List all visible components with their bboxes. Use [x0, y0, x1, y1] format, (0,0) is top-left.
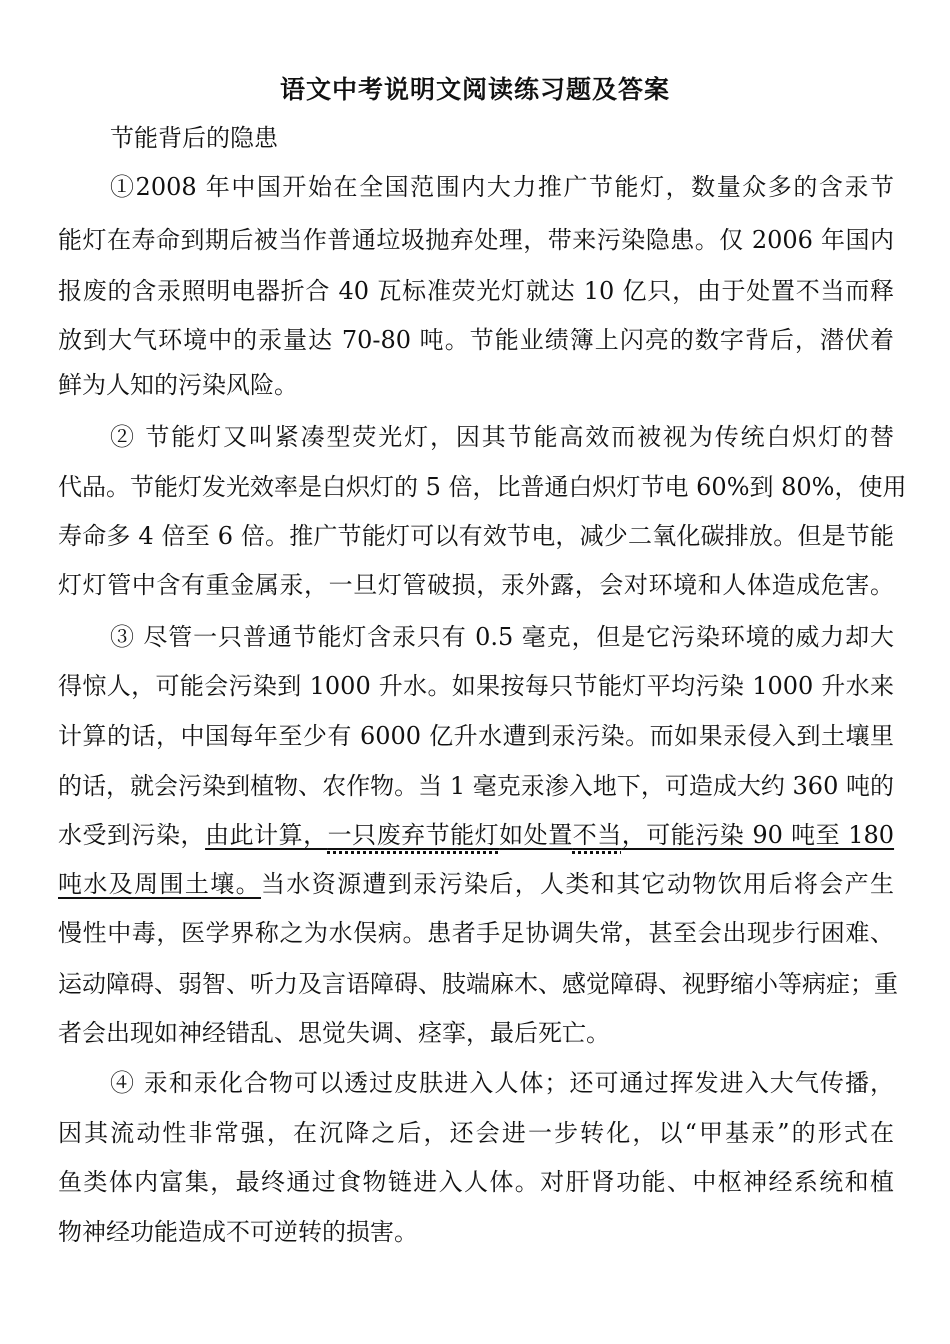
paragraph-4-line: 物神经功能造成不可逆转的损害。 [58, 1218, 418, 1246]
underlined-sentence: 由此计算，一只废弃节能灯如处置不当，可能污染 90 吨至 180 [205, 821, 895, 849]
paragraph-2-line: 灯灯管中含有重金属汞，一旦灯管破损，汞外露，会对环境和人体造成危害。 [58, 571, 894, 599]
underlined-sentence: 吨水及周围土壤。 [58, 870, 261, 898]
dotted-emphasis: 不当 [572, 821, 622, 849]
paragraph-1-line: 能灯在寿命到期后被当作普通垃圾抛弃处理，带来污染隐患。仅 2006 年国内 [58, 226, 894, 254]
page-title: 语文中考说明文阅读练习题及答案 [279, 75, 670, 104]
dotted-emphasis: 一只废弃节能灯 [327, 821, 500, 849]
paragraph-3-line: 运动障碍、弱智、听力及言语障碍、肢端麻木、感觉障碍、视野缩小等病症；重 [58, 970, 898, 998]
paragraph-3-line: 的话，就会污染到植物、农作物。当 1 毫克汞渗入地下，可造成大约 360 吨的 [58, 772, 894, 800]
paragraph-1-line: 鲜为人知的污染风险。 [58, 371, 298, 399]
paragraph-4-line: 鱼类体内富集，最终通过食物链进入人体。对肝肾功能、中枢神经系统和植 [58, 1168, 894, 1196]
paragraph-2-line: 寿命多 4 倍至 6 倍。推广节能灯可以有效节电，减少二氧化碳排放。但是节能 [58, 522, 894, 550]
paragraph-2-line: ② 节能灯又叫紧凑型荧光灯，因其节能高效而被视为传统白炽灯的替 [110, 423, 894, 451]
paragraph-3-line: 慢性中毒，医学界称之为水俣病。患者手足协调失常，甚至会出现步行困难、 [58, 919, 894, 947]
paragraph-1-line: 放到大气环境中的汞量达 70-80 吨。节能业绩簿上闪亮的数字背后，潜伏着 [58, 326, 894, 354]
paragraph-1-line: ①2008 年中国开始在全国范围内大力推广节能灯，数量众多的含汞节 [110, 173, 894, 201]
paragraph-1-line: 报废的含汞照明电器折合 40 瓦标准荧光灯就达 10 亿只，由于处置不当而释 [58, 277, 894, 305]
paragraph-3-line: 者会出现如神经错乱、思觉失调、痉挛，最后死亡。 [58, 1019, 610, 1047]
paragraph-3-line: ③ 尽管一只普通节能灯含汞只有 0.5 毫克，但是它污染环境的威力却大 [110, 623, 894, 651]
paragraph-3-line: 得惊人，可能会污染到 1000 升水。如果按每只节能灯平均污染 1000 升水来 [58, 672, 894, 700]
paragraph-3-line-underlined: 吨水及周围土壤。当水资源遭到汞污染后，人类和其它动物饮用后将会产生 [58, 870, 894, 898]
paragraph-3-line: 计算的话，中国每年至少有 6000 亿升水遭到汞污染。而如果汞侵入到土壤里 [58, 722, 894, 750]
paragraph-4-line: ④ 汞和汞化合物可以透过皮肤进入人体；还可通过挥发进入大气传播， [110, 1069, 894, 1097]
paragraph-4-line: 因其流动性非常强，在沉降之后，还会进一步转化，以“甲基汞”的形式在 [58, 1119, 894, 1147]
paragraph-3-line-underlined: 水受到污染，由此计算，一只废弃节能灯如处置不当，可能污染 90 吨至 180 [58, 821, 895, 849]
article-title: 节能背后的隐患 [110, 124, 278, 152]
paragraph-2-line: 代品。节能灯发光效率是白炽灯的 5 倍，比普通白炽灯节电 60%到 80%，使用 [58, 473, 907, 501]
